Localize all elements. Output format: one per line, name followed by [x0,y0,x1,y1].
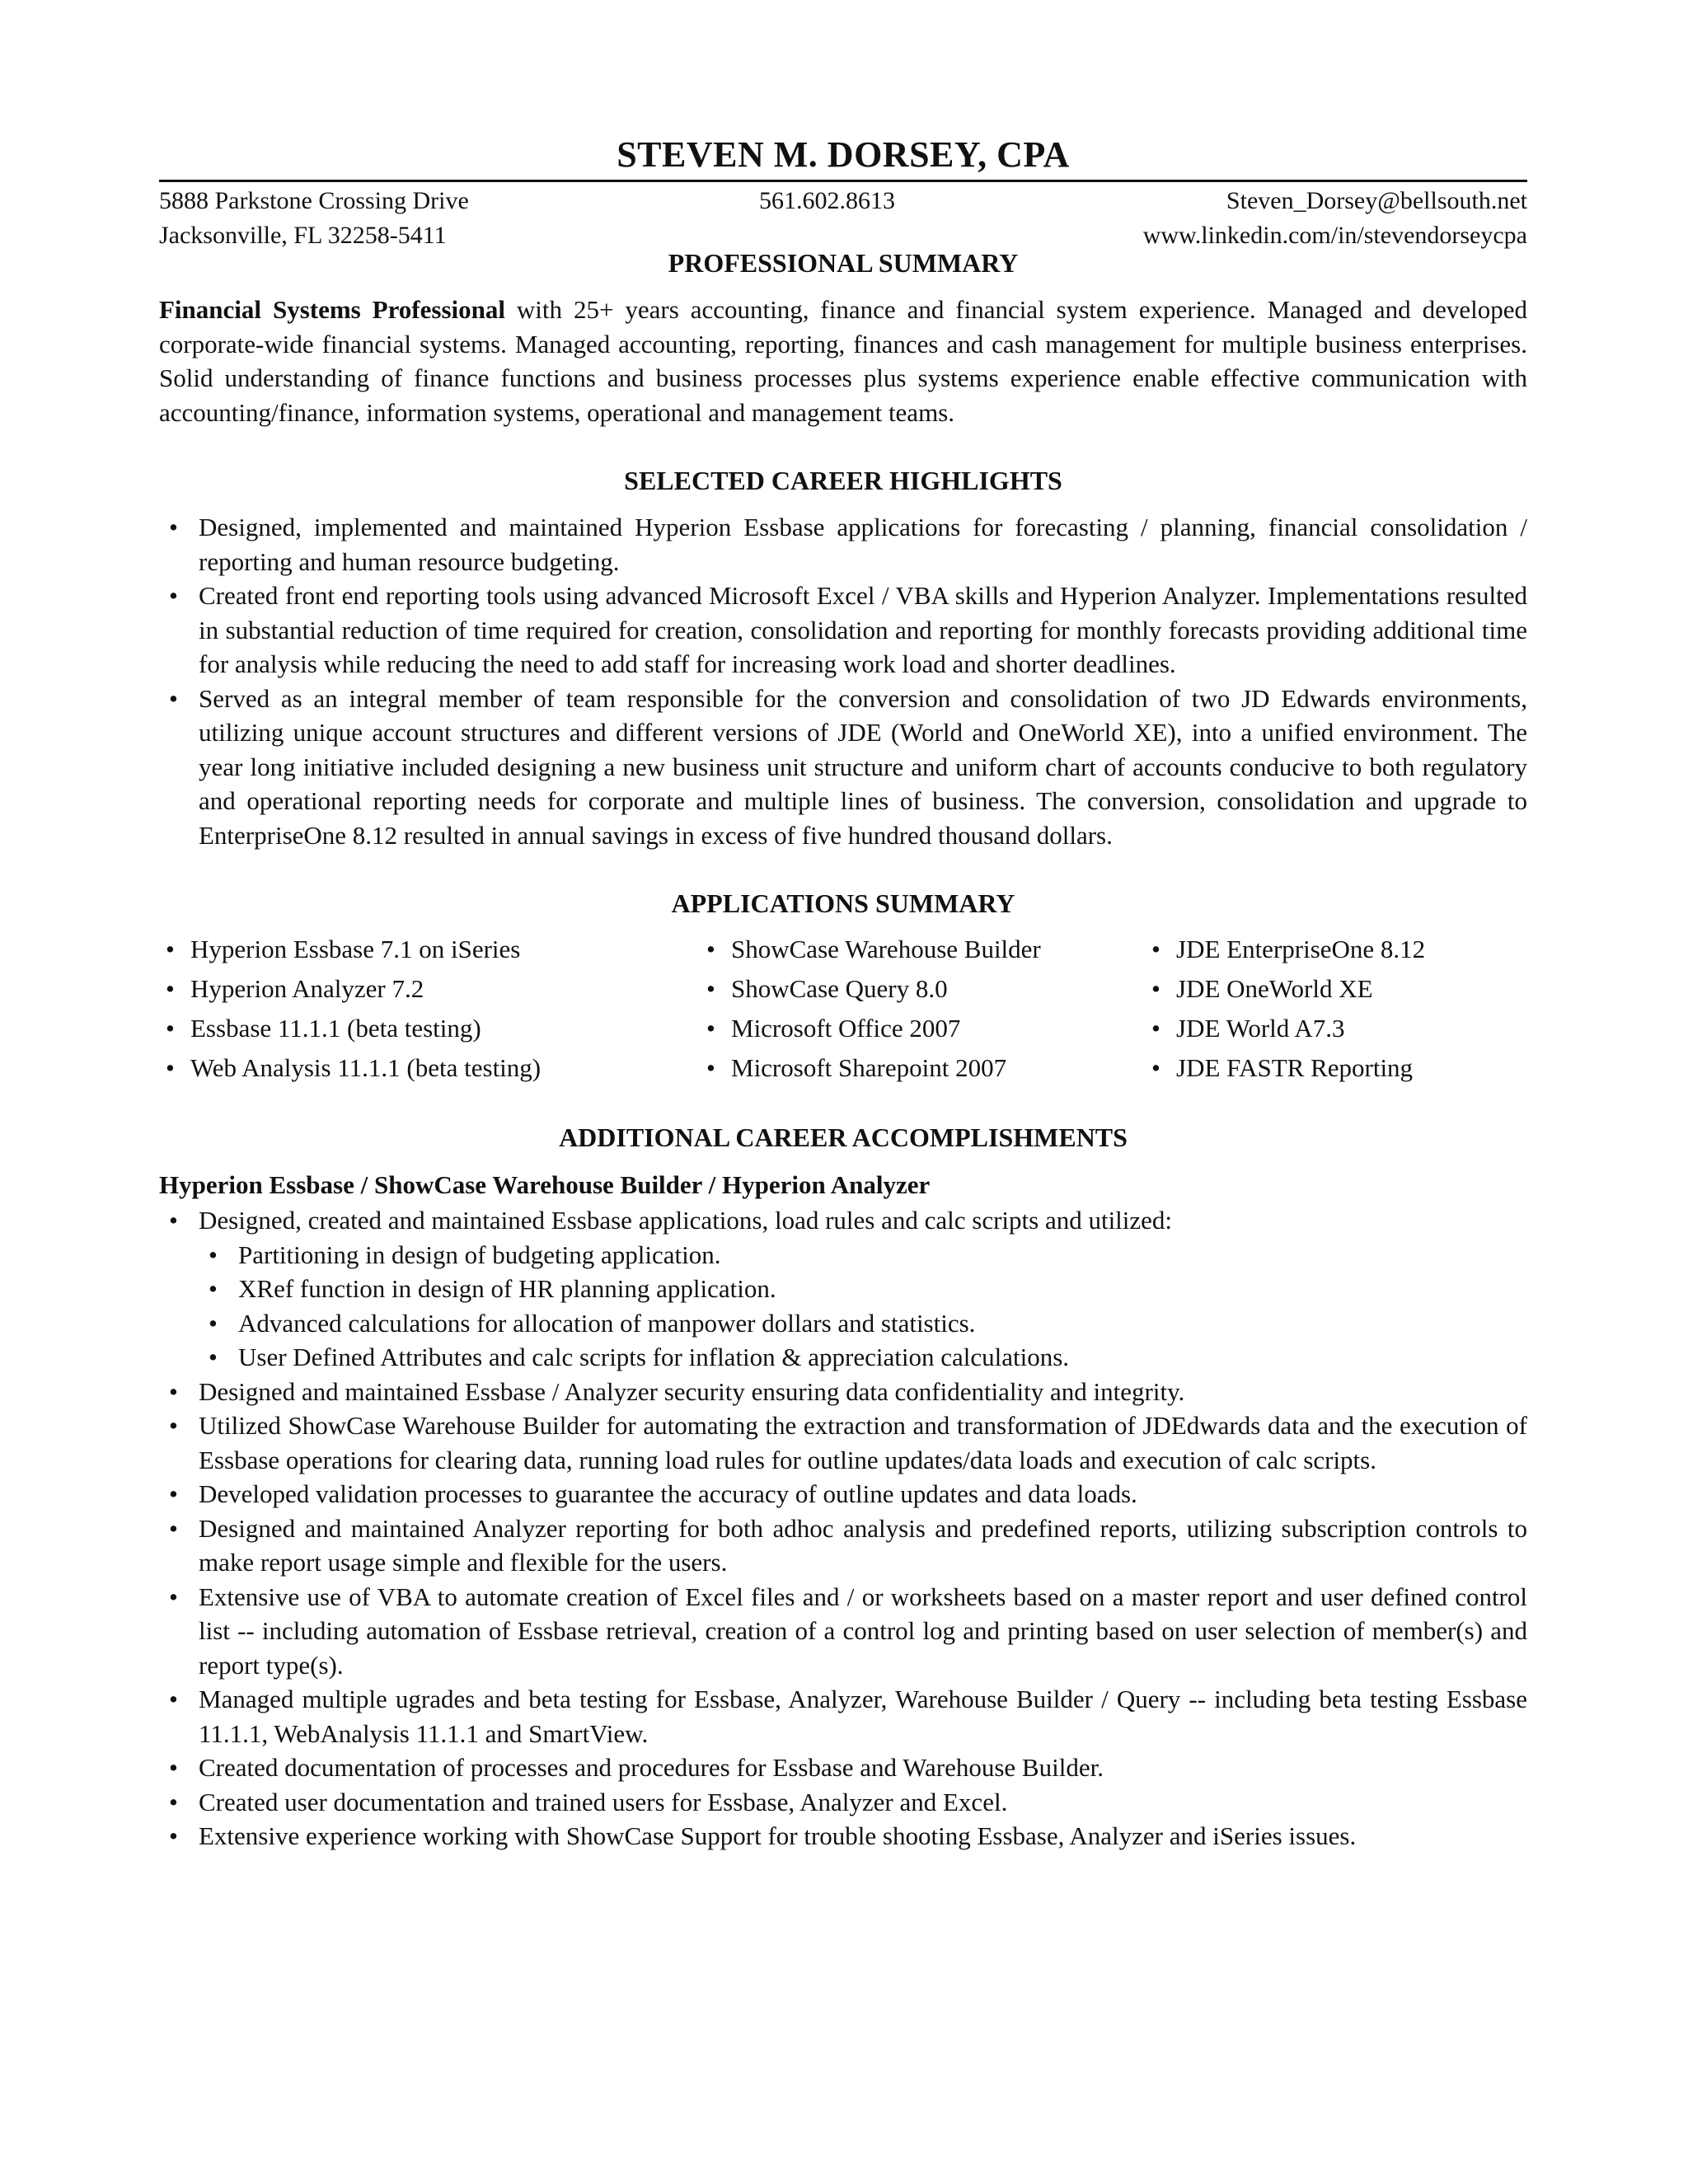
summary-lead: Financial Systems Professional [159,295,505,324]
list-item: • Microsoft Office 2007 [700,1009,1145,1048]
list-item: • Created documentation of processes and procedures for Essbase and Warehouse Builder. [159,1750,1527,1785]
sub-list-item: • Advanced calculations for allocation of manpower dollars and statistics. [159,1306,1527,1341]
list-item: • Hyperion Essbase 7.1 on iSeries [159,930,700,969]
list-item: • Created front end reporting tools using advanced Microsoft Excel / VBA skills and Hyperion Analyzer. Implementations resulted in substantial reduction of time required for creation, consolidation and reporting for monthly forecasts providing additional time for analysis while reducing the need to add staff for increasing work load and shorter deadlines. [159,579,1527,682]
candidate-name: STEVEN M. DORSEY, CPA [617,134,1070,175]
applications-summary-title: APPLICATIONS SUMMARY [671,888,1015,918]
applications-grid [159,930,1527,1088]
list-item: • Extensive use of VBA to automate creation of Excel files and / or worksheets based on a master report and user defined control list -- including automation of Essbase retrieval, creation of a control log and printing based on user selection of member(s) and report type(s). [159,1580,1527,1683]
additional-accomplishments-title: ADDITIONAL CAREER ACCOMPLISHMENTS [559,1122,1128,1152]
list-item: • JDE World A7.3 [1145,1009,1524,1048]
applications-column-2 [700,930,1145,1088]
list-item: • JDE EnterpriseOne 8.12 [1145,930,1524,969]
sub-list-item: • Partitioning in design of budgeting application. [159,1238,1527,1272]
list-item: • Designed and maintained Analyzer reporting for both adhoc analysis and predefined reports, utilizing subscription controls to make report usage simple and flexible for the users. [159,1511,1527,1580]
address-line-2: Jacksonville, FL 32258-5411 [159,222,447,249]
phone-number: 561.602.8613 [759,187,895,214]
list-item-text: Designed, created and maintained Essbase applications, load rules and calc scripts and utilized: [199,1206,1173,1235]
professional-summary-title: PROFESSIONAL SUMMARY [668,248,1019,278]
summary-body: with 25+ years accounting, finance and financial system experience. Managed and developed corporate-wide financial systems. Managed accounting, reporting, finances and cash management for multiple business enterprises. Solid understanding of finance functions and business processes plus systems experience enable effective communication with accounting/finance, information systems, operational and management teams. [159,295,1527,427]
list-item: • ShowCase Query 8.0 [700,969,1145,1009]
list-item [159,1203,1527,1238]
accomplishments-sublist [159,1238,1527,1375]
list-item: • Web Analysis 11.1.1 (beta testing) [159,1048,700,1088]
career-highlights-list [159,510,1527,852]
list-item: • Served as an integral member of team responsible for the conversion and consolidation of two JD Edwards environments, utilizing unique account structures and different versions of JDE (World and OneWorld XE), into a unified environment. The year long initiative included designing a new business unit structure and uniform chart of accounts conducive to both regulatory and operational reporting needs for corporate and multiple lines of business. The conversion, consolidation and upgrade to EnterpriseOne 8.12 resulted in annual savings in excess of five hundred thousand dollars. [159,682,1527,853]
sub-list-item: • XRef function in design of HR planning application. [159,1272,1527,1306]
professional-summary-text [159,293,1527,429]
linkedin-url: www.linkedin.com/in/stevendorseycpa [1142,222,1527,249]
resume-page [159,132,1527,1854]
address-line-1: 5888 Parkstone Crossing Drive [159,187,469,214]
list-item: • Created user documentation and trained users for Essbase, Analyzer and Excel. [159,1785,1527,1820]
sub-list-item: • User Defined Attributes and calc scripts for inflation & appreciation calculations. [159,1340,1527,1375]
contact-block [159,182,1527,256]
list-item: • Developed validation processes to guarantee the accuracy of outline updates and data loads. [159,1477,1527,1511]
applications-column-3 [1145,930,1524,1088]
accomplishments-list-continued [159,1375,1527,1854]
list-item: • Managed multiple ugrades and beta testing for Essbase, Analyzer, Warehouse Builder / Query -- including beta testing Essbase 11.1.1, WebAnalysis 11.1.1 and SmartView. [159,1682,1527,1750]
list-item: • JDE FASTR Reporting [1145,1048,1524,1088]
career-highlights-title: SELECTED CAREER HIGHLIGHTS [624,466,1062,495]
accomplishments-subtitle: Hyperion Essbase / ShowCase Warehouse Builder / Hyperion Analyzer [159,1170,931,1199]
list-item: • Designed, implemented and maintained Hyperion Essbase applications for forecasting / planning, financial consolidation / reporting and human resource budgeting. [159,510,1527,579]
email-address: Steven_Dorsey@bellsouth.net [1226,187,1527,214]
list-item: • Utilized ShowCase Warehouse Builder for automating the extraction and transformation of JDEdwards data and the execution of Essbase operations for clearing data, running load rules for outline updates/data loads and execution of calc scripts. [159,1408,1527,1477]
list-item: • Designed and maintained Essbase / Analyzer security ensuring data confidentiality and integrity. [159,1375,1527,1409]
list-item: • Hyperion Analyzer 7.2 [159,969,700,1009]
list-item: • Essbase 11.1.1 (beta testing) [159,1009,700,1048]
list-item: • ShowCase Warehouse Builder [700,930,1145,969]
list-item: • JDE OneWorld XE [1145,969,1524,1009]
accomplishments-list [159,1203,1527,1238]
list-item: • Extensive experience working with ShowCase Support for trouble shooting Essbase, Analyzer and iSeries issues. [159,1819,1527,1854]
applications-column-1 [159,930,700,1088]
list-item: • Microsoft Sharepoint 2007 [700,1048,1145,1088]
